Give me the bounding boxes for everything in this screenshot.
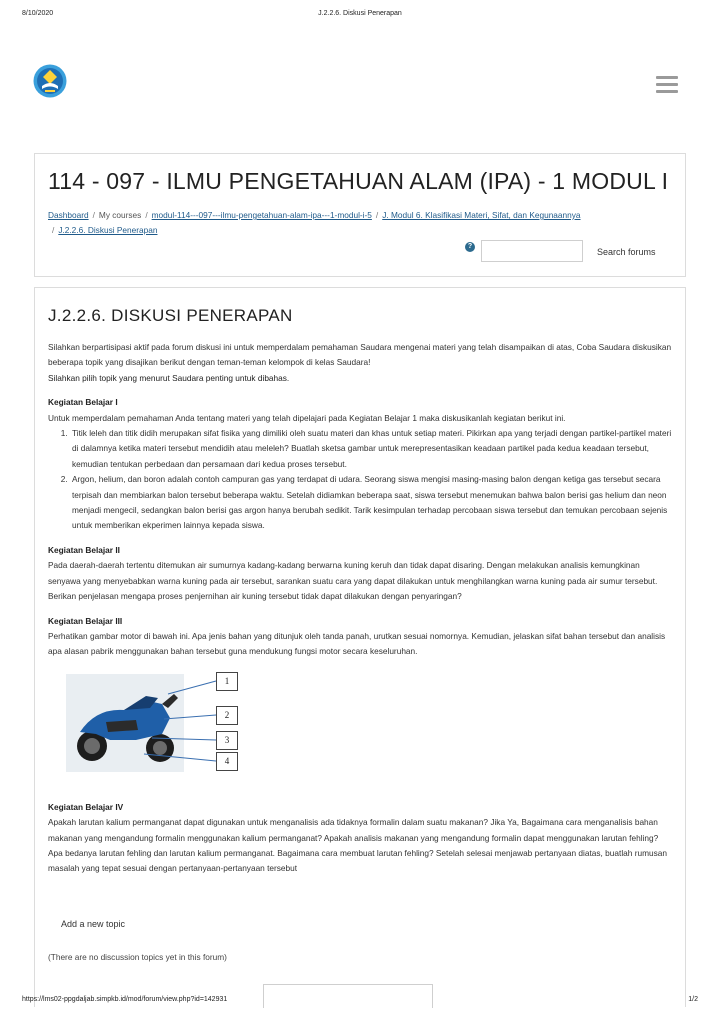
kb2-heading: Kegiatan Belajar II	[48, 544, 120, 555]
figure-label-3: 3	[216, 731, 238, 750]
kb3-text: Perhatikan gambar motor di bawah ini. Apa jenis bahan yang ditunjuk oleh tanda panah, urutkan sesuai nomornya. Kemudian, jelaskan sifat bahan tersebut dan analisis apa alasan pabrik menggunakan bahan tersebut guna mendukung fungsi motor secara keseluruhan.	[48, 630, 666, 657]
breadcrumb-module[interactable]: J. Modul 6. Klasifikasi Materi, Sifat, dan Kegunaannya	[382, 210, 581, 220]
tut-wuri-handayani-logo-icon[interactable]	[33, 64, 67, 98]
breadcrumb-separator: /	[92, 210, 95, 220]
kb4-heading: Kegiatan Belajar IV	[48, 801, 124, 812]
kb1-text: Untuk memperdalam pemahaman Anda tentang materi yang telah dipelajari pada Kegiatan Belajar 1 maka diskusikanlah kegiatan berikut ini.	[48, 412, 566, 423]
print-url: https://lms02-ppgdaljab.simpkb.id/mod/forum/view.php?id=142931	[22, 996, 228, 1003]
motorcycle-figure	[48, 664, 673, 790]
breadcrumb-separator: /	[52, 225, 55, 235]
search-input[interactable]	[481, 240, 583, 262]
print-page-number: 1/2	[688, 996, 698, 1003]
hamburger-menu-icon[interactable]	[656, 76, 678, 94]
figure-arrows	[48, 664, 238, 790]
breadcrumb-separator: /	[145, 210, 148, 220]
breadcrumb-my-courses: My courses	[98, 210, 142, 220]
figure-label-2: 2	[216, 706, 238, 725]
search-forums-button[interactable]: Search forums	[597, 247, 656, 257]
help-icon[interactable]: ?	[465, 242, 475, 252]
list-item: 1. Titik leleh dan titik didih merupakan sifat fisika yang dimiliki oleh suatu materi dan khas untuk setiap materi. Pikirkan apa yang terjadi dengan partikel-partikel materi di dalamnya ketika materi tersebut mendidih atau meleleh? Buatlah sketsa gambar untuk merepresentasikan keadaan partikel pada kedua keadaan tersebut, kemudian tentukan perbedaan dan persamaan dari kedua proses tersebut.	[70, 426, 673, 472]
kb2-text: Pada daerah-daerah tertentu ditemukan air sumurnya kadang-kadang berwarna kuning keruh dan tidak dapat disaring. Dengan melakukan analisis kemungkinan senyawa yang menyebabkan warna kuning pada air tersebut, sarankan suatu cara yang dapat dilakukan untuk menghilangkan warna kuning pada air sumur tersebut. Berikan penjelasan mengapa proses penjernihan air kuning tersebut tidak dapat dilakukan dengan penyaringan?	[48, 560, 658, 602]
breadcrumb-separator: /	[375, 210, 379, 220]
figure-label-4: 4	[216, 752, 238, 771]
breadcrumb-forum[interactable]: J.2.2.6. Diskusi Penerapan	[58, 225, 158, 235]
kb4-text: Apakah larutan kalium permanganat dapat digunakan untuk menganalisis ada tidaknya formalin dalam suatu makanan? Jika Ya, Bagaimana cara menganalisis bahan makanan yang mengandung formalin menggunakan kalium permanganat? Apakah analisis makanan yang mengandung formalin dapat menggunakan larutan fehling? Apa bedanya larutan fehling dan larutan kalium permanganat. Bagaimana cara membuat larutan fehling? Setelah selesai menjawab pertanyaan diatas, buatlah rumusan masalah yang tepat sesuai dengan pertanyaan-pertanyaan tersebut	[48, 817, 667, 874]
forum-title: J.2.2.6. DISKUSI PENERAPAN	[48, 306, 293, 325]
list-item: 2. Argon, helium, dan boron adalah contoh campuran gas yang terdapat di udara. Seorang siswa mengisi masing-masing balon dengan ketiga gas tersebut secara terpisah dan membiarkan balon tersebut beberapa waktu. Setelah didiamkan beberapa saat, siswa tersebut menemukan bahwa balon berisi gas helium dan neon menjadi mengecil, sedangkan balon berisi gas argon hanya berubah sedikit. Tarik kesimpulan terhadap percobaan siswa tersebut dan temukan percobaan sejenis untuk memberikan ekperimen lainnya kepada siswa.	[70, 472, 673, 534]
figure-label-1: 1	[216, 672, 238, 691]
no-topics-message: (There are no discussion topics yet in this forum)	[48, 952, 227, 962]
print-title: J.2.2.6. Diskusi Penerapan	[318, 10, 402, 17]
forum-intro	[48, 340, 673, 877]
breadcrumb	[48, 208, 658, 238]
print-date: 8/10/2020	[22, 10, 54, 17]
print-footer	[22, 996, 698, 1008]
course-title: 114 - 097 - ILMU PENGETAHUAN ALAM (IPA) - 1 MODUL I	[48, 168, 669, 194]
add-new-topic-button[interactable]: Add a new topic	[61, 919, 126, 929]
breadcrumb-dashboard[interactable]: Dashboard	[48, 210, 89, 220]
intro-text: Silahkan berpartisipasi aktif pada forum diskusi ini untuk memperdalam pemahaman Saudara mengenai materi yang telah disampaikan di atas, Coba Saudara diskusikan beberapa topik yang disajikan berikut dengan teman-teman kelompok di kelas Saudara!	[48, 342, 672, 368]
breadcrumb-course[interactable]: modul-114---097---ilmu-pengetahuan-alam-ipa---1-modul-i-5	[151, 210, 372, 220]
kb1-heading: Kegiatan Belajar I	[48, 397, 118, 408]
forum-card	[34, 287, 686, 1007]
print-header	[22, 10, 698, 22]
kb1-list	[70, 426, 673, 534]
kb3-heading: Kegiatan Belajar III	[48, 615, 123, 626]
instruction-text: Silahkan pilih topik yang menurut Saudara penting untuk dibahas.	[48, 372, 290, 383]
course-header-card	[34, 153, 686, 277]
